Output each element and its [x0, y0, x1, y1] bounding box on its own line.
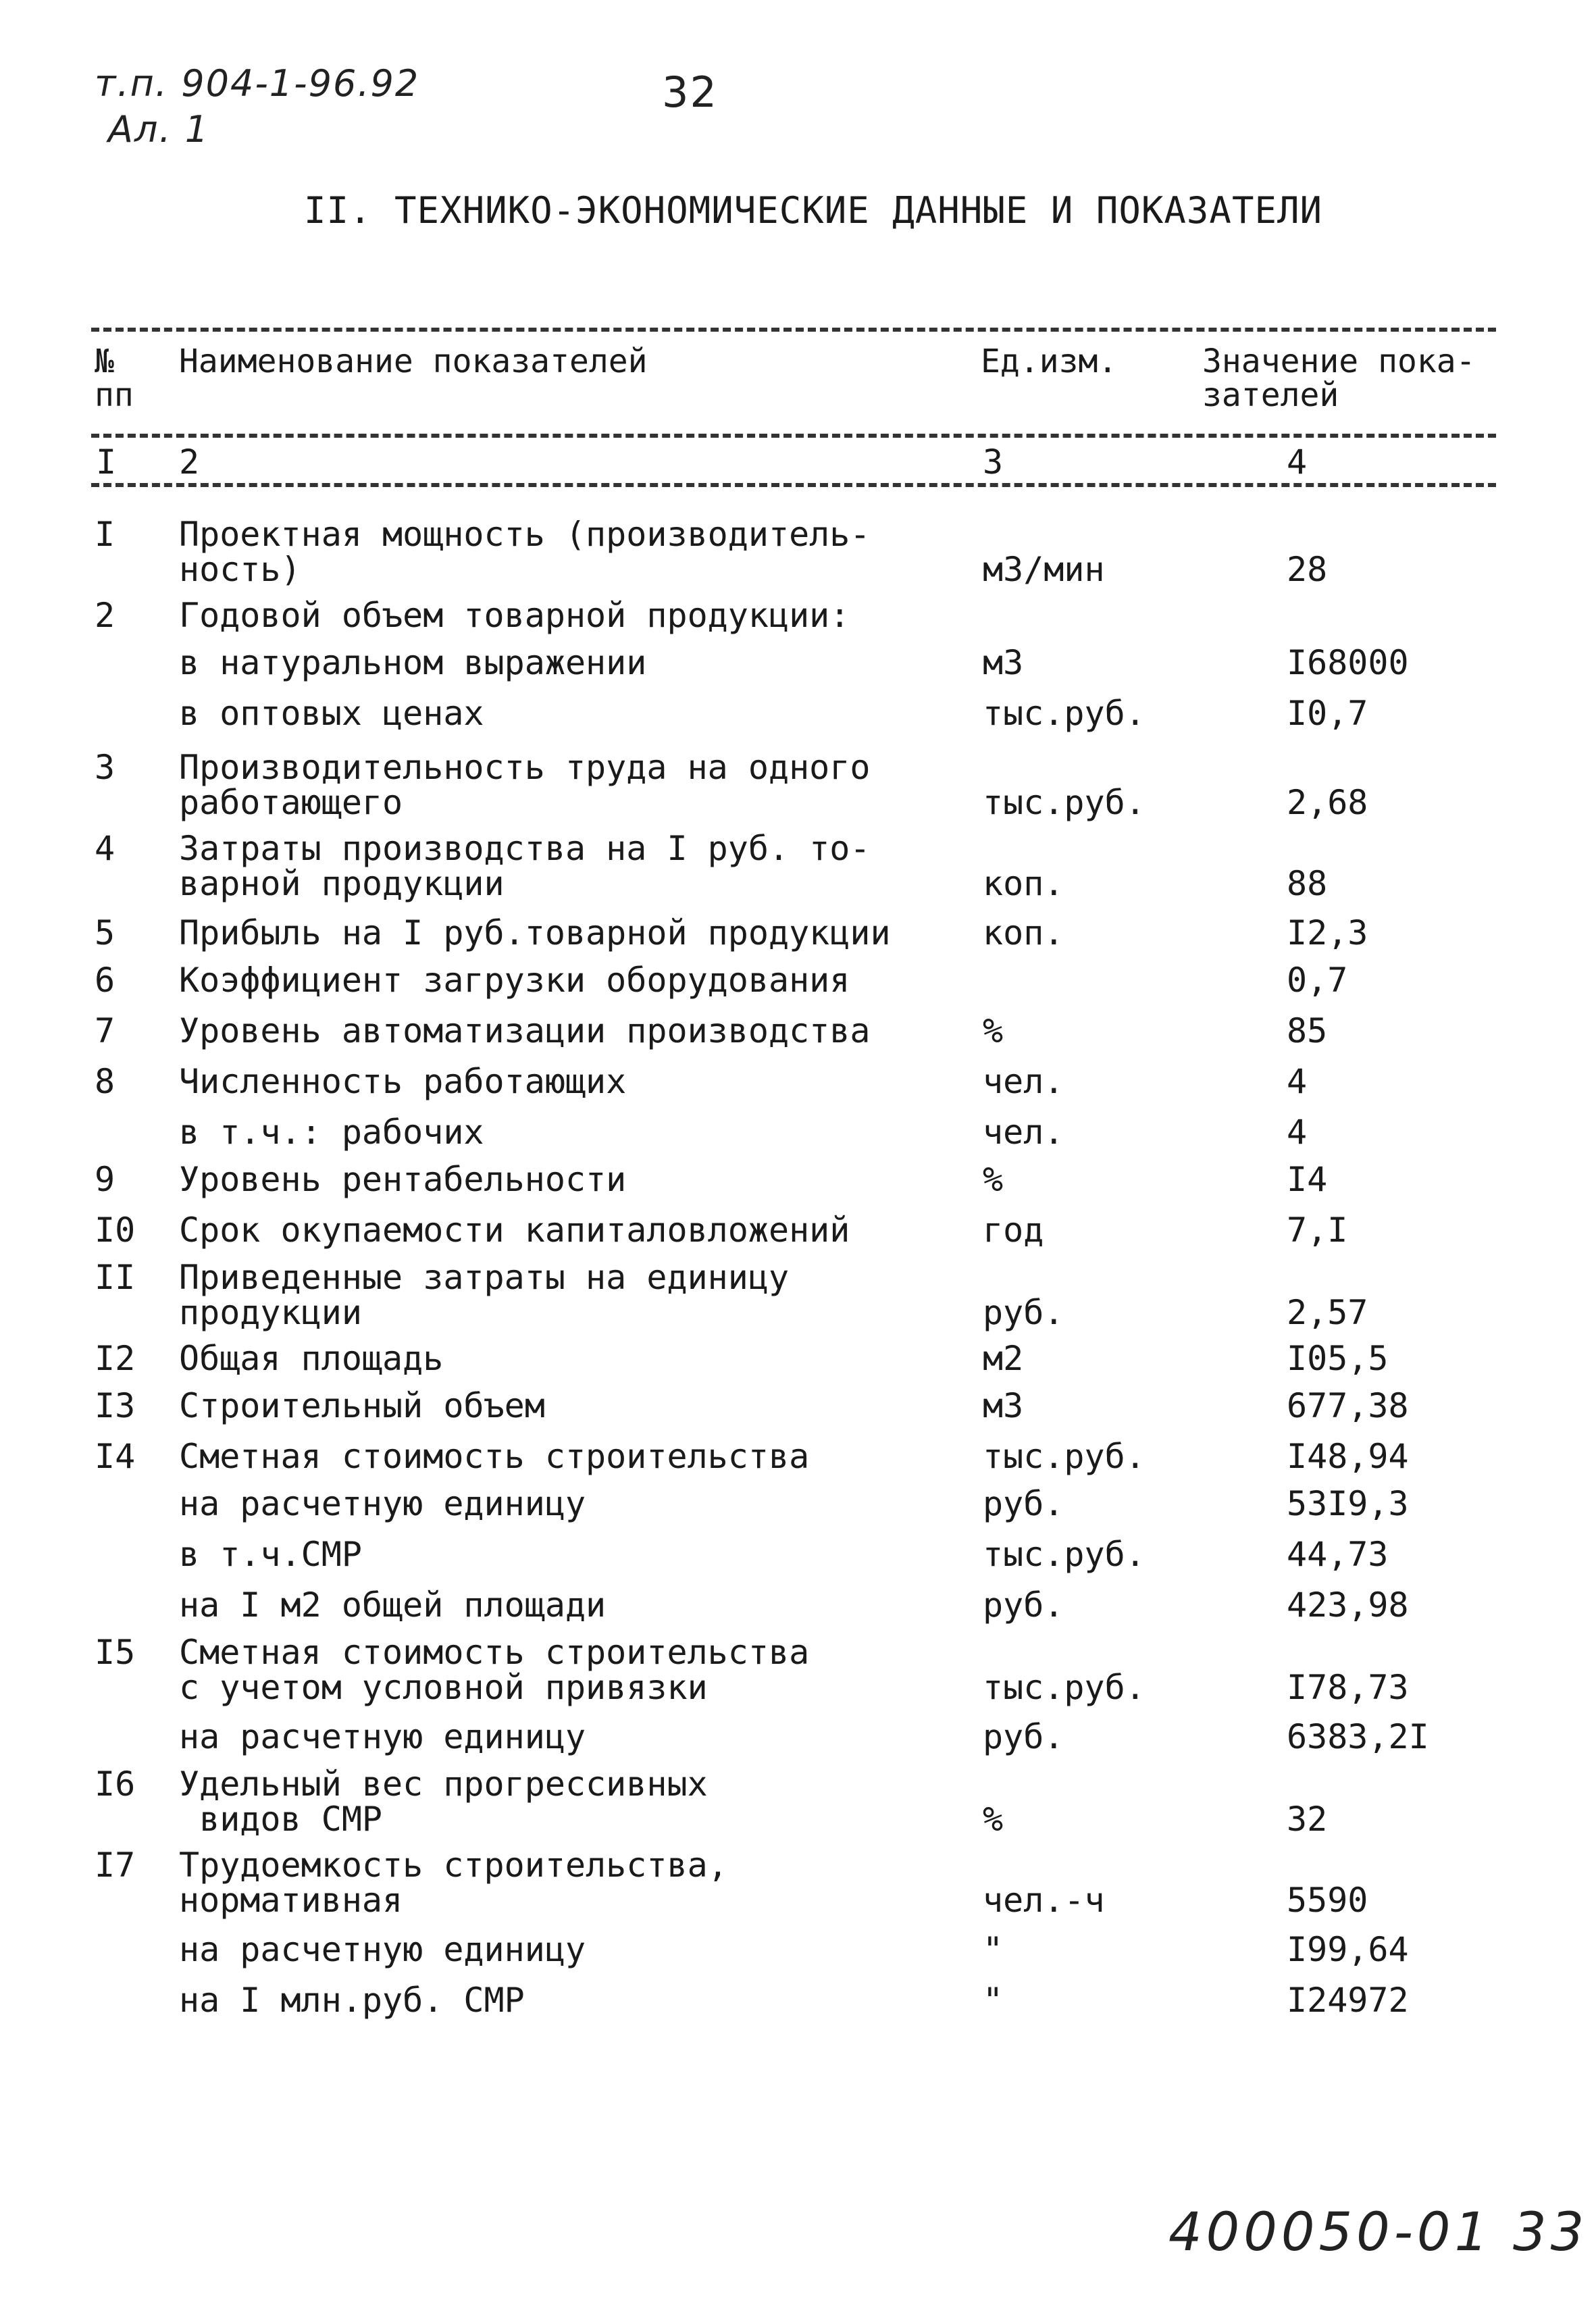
- row-value: 4: [1287, 1113, 1308, 1152]
- row-unit: руб.: [983, 1717, 1064, 1756]
- table-row: [0, 1213, 1596, 1248]
- page-title: II. ТЕХНИКО-ЭКОНОМИЧЕСКИЕ ДАННЫЕ И ПОКАЗАТЕЛИ: [304, 189, 1322, 232]
- row-number: II: [95, 1258, 136, 1297]
- table-row: [0, 1260, 1596, 1330]
- row-indicator-name: в т.ч.СМР: [179, 1535, 362, 1574]
- row-value: I05,5: [1287, 1339, 1389, 1378]
- row-indicator-name: на расчетную единицу: [179, 1484, 586, 1523]
- table-row: [0, 915, 1596, 950]
- row-number: 8: [95, 1062, 115, 1101]
- table-row: [0, 1115, 1596, 1150]
- row-value: I2,3: [1287, 913, 1368, 952]
- row-number: I: [95, 515, 115, 554]
- row-unit: руб.: [983, 1293, 1064, 1332]
- row-unit: %: [983, 1160, 1004, 1199]
- row-unit: чел.-ч: [983, 1881, 1105, 1920]
- project-code: т.п. 904-1-96.92: [95, 62, 420, 105]
- row-value: 2,57: [1287, 1293, 1368, 1332]
- row-number: I7: [95, 1846, 136, 1885]
- row-number: 7: [95, 1011, 115, 1050]
- row-value: 28: [1287, 550, 1328, 589]
- table-row: [0, 1388, 1596, 1423]
- row-value: 677,38: [1287, 1386, 1409, 1425]
- table-row: [0, 598, 1596, 633]
- row-unit: м3: [983, 643, 1024, 682]
- column-number-2: 2: [179, 442, 200, 482]
- row-indicator-name: Производительность труда на одного работающего: [179, 748, 871, 822]
- row-indicator-name: Общая площадь: [179, 1339, 444, 1378]
- table-row: [0, 696, 1596, 731]
- page-number: 32: [662, 68, 718, 117]
- table-row: [0, 1162, 1596, 1197]
- row-unit: руб.: [983, 1484, 1064, 1523]
- row-number: I6: [95, 1764, 136, 1804]
- row-value: 4: [1287, 1062, 1308, 1101]
- row-indicator-name: Уровень рентабельности: [179, 1160, 627, 1199]
- row-unit: %: [983, 1011, 1004, 1050]
- row-indicator-name: Удельный вес прогрессивных видов СМР: [179, 1764, 708, 1839]
- row-indicator-name: Годовой объем товарной продукции:: [179, 596, 850, 635]
- row-unit: чел.: [983, 1062, 1064, 1101]
- table-row: [0, 1439, 1596, 1474]
- row-indicator-name: Сметная стоимость строительства: [179, 1437, 810, 1476]
- table-row: [0, 1486, 1596, 1521]
- row-unit: тыс.руб.: [983, 1668, 1145, 1707]
- row-unit: тыс.руб.: [983, 694, 1145, 733]
- row-value: 5590: [1287, 1881, 1368, 1920]
- row-unit: тыс.руб.: [983, 783, 1145, 822]
- column-number-1: I: [96, 442, 117, 482]
- row-value: I4: [1287, 1160, 1328, 1199]
- row-indicator-name: в т.ч.: рабочих: [179, 1113, 484, 1152]
- row-indicator-name: Численность работающих: [179, 1062, 627, 1101]
- column-header-value: Значение пока- зателей: [1202, 342, 1476, 414]
- row-value: 6383,2I: [1287, 1717, 1429, 1756]
- row-number: 9: [95, 1160, 115, 1199]
- table-row: [0, 750, 1596, 820]
- row-number: I4: [95, 1437, 136, 1476]
- row-indicator-name: Трудоемкость строительства, нормативная: [179, 1846, 728, 1920]
- row-indicator-name: Затраты производства на I руб. то- варной продукции: [179, 829, 871, 903]
- row-number: I3: [95, 1386, 136, 1425]
- row-unit: чел.: [983, 1113, 1064, 1152]
- row-unit: тыс.руб.: [983, 1535, 1145, 1574]
- column-number-4: 4: [1287, 442, 1308, 482]
- row-value: 53I9,3: [1287, 1484, 1409, 1523]
- row-value: I68000: [1287, 643, 1409, 682]
- row-unit: год: [983, 1211, 1044, 1250]
- row-value: I78,73: [1287, 1668, 1409, 1707]
- row-number: 2: [95, 596, 115, 635]
- row-unit: м3/мин: [983, 550, 1105, 589]
- table-row: [0, 1013, 1596, 1048]
- row-indicator-name: Проектная мощность (производитель- ность): [179, 515, 871, 589]
- row-value: 32: [1287, 1800, 1328, 1839]
- row-unit: ": [983, 1981, 1004, 2020]
- row-number: I0: [95, 1211, 136, 1250]
- column-header-name: Наименование показателей: [179, 342, 648, 380]
- table-row: [0, 1719, 1596, 1754]
- row-indicator-name: в натуральном выражении: [179, 643, 647, 682]
- row-indicator-name: на расчетную единицу: [179, 1930, 586, 1969]
- column-number-3: 3: [983, 442, 1004, 482]
- table-row: [0, 831, 1596, 901]
- row-value: 0,7: [1287, 961, 1348, 1000]
- table-row: [0, 1064, 1596, 1099]
- sheet-label: Ал. 1: [108, 108, 210, 151]
- table-row: [0, 1932, 1596, 1967]
- row-unit: м2: [983, 1339, 1024, 1378]
- row-number: I2: [95, 1339, 136, 1378]
- row-value: I24972: [1287, 1981, 1409, 2020]
- row-indicator-name: Срок окупаемости капиталовложений: [179, 1211, 850, 1250]
- row-value: I99,64: [1287, 1930, 1409, 1969]
- row-value: I0,7: [1287, 694, 1368, 733]
- row-number: 3: [95, 748, 115, 787]
- table-row: [0, 1537, 1596, 1572]
- row-value: 85: [1287, 1011, 1328, 1050]
- column-header-unit: Ед.изм.: [981, 342, 1118, 380]
- row-value: I48,94: [1287, 1437, 1409, 1476]
- row-indicator-name: на I млн.руб. СМР: [179, 1981, 525, 2020]
- row-unit: коп.: [983, 864, 1064, 903]
- row-number: 5: [95, 913, 115, 952]
- row-value: 44,73: [1287, 1535, 1389, 1574]
- row-unit: тыс.руб.: [983, 1437, 1145, 1476]
- column-header-num: № пп: [95, 342, 134, 414]
- document-signature-code: 400050-01 33: [1168, 2202, 1589, 2263]
- row-value: 7,I: [1287, 1211, 1348, 1250]
- row-indicator-name: Уровень автоматизации производства: [179, 1011, 871, 1050]
- row-unit: коп.: [983, 913, 1064, 952]
- table-row: [0, 645, 1596, 680]
- row-indicator-name: Сметная стоимость строительства с учетом условной привязки: [179, 1633, 810, 1707]
- table-row: [0, 1766, 1596, 1837]
- row-unit: м3: [983, 1386, 1024, 1425]
- row-value: 423,98: [1287, 1585, 1409, 1625]
- row-unit: ": [983, 1930, 1004, 1969]
- table-row: [0, 1635, 1596, 1705]
- row-value: 88: [1287, 864, 1328, 903]
- row-unit: руб.: [983, 1585, 1064, 1625]
- table-row: [0, 963, 1596, 998]
- table-row: [0, 1848, 1596, 1918]
- table-row: [0, 1983, 1596, 2018]
- row-indicator-name: на расчетную единицу: [179, 1717, 586, 1756]
- row-indicator-name: в оптовых ценах: [179, 694, 484, 733]
- row-indicator-name: Коэффициент загрузки оборудования: [179, 961, 850, 1000]
- row-number: 6: [95, 961, 115, 1000]
- row-number: I5: [95, 1633, 136, 1672]
- row-unit: %: [983, 1800, 1004, 1839]
- row-number: 4: [95, 829, 115, 868]
- row-indicator-name: на I м2 общей площади: [179, 1585, 607, 1625]
- row-indicator-name: Строительный объем: [179, 1386, 545, 1425]
- table-row: [0, 1341, 1596, 1376]
- table-row: [0, 1587, 1596, 1623]
- row-value: 2,68: [1287, 783, 1368, 822]
- row-indicator-name: Прибыль на I руб.товарной продукции: [179, 913, 891, 952]
- row-indicator-name: Приведенные затраты на единицу продукции: [179, 1258, 790, 1332]
- table-row: [0, 517, 1596, 587]
